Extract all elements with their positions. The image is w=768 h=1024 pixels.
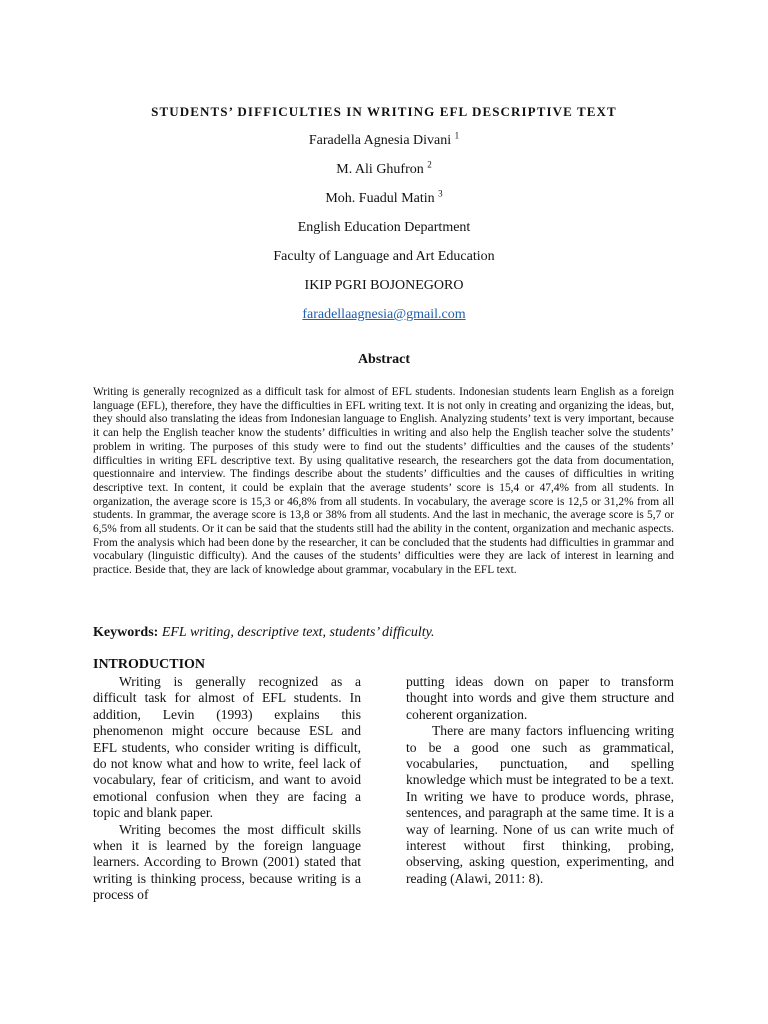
institution: IKIP PGRI BOJONEGORO — [304, 278, 464, 293]
keywords-label: Keywords: — [93, 625, 159, 640]
keywords-text: EFL writing, descriptive text, students’ difficulty. — [161, 625, 435, 640]
author-affiliation-marker: 2 — [427, 159, 432, 170]
faculty: Faculty of Language and Art Education — [273, 249, 495, 264]
paper-title: STUDENTS’ DIFFICULTIES IN WRITING EFL DESCRIPTIVE TEXT — [151, 104, 617, 119]
body-paragraph: Writing becomes the most difficult skills when it is learned by the foreign language learners. According to Brown (2001) stated that writing is thinking process, because writing is a process of — [93, 821, 361, 903]
author-name: Moh. Fuadul Matin — [325, 191, 435, 206]
abstract-text: Writing is generally recognized as a difficult task for almost of EFL students. Indonesian students learn English as a foreign language (EFL), therefore, they have the difficulties in EFL writing text. It is not only in creating and organizing the ideas, but, they should also translating the ideas from Indonesian language to English. Analyzing students’ text is very important, because it can help the English teacher know the students’ difficulties in writing and also help the English teacher solve the students’ problem in writing. The purposes of this study were to find out the students’ difficulties and the causes of the students’ difficulties in writing EFL descriptive text. By using qualitative research, the researchers got the data from documentation, questionnaire and interview. The findings describe about the students’ difficulties and the causes of difficulties in writing descriptive text. In content, it could be explain that the average students’ score is 15,4 or 47,4% from all students. In organization, the average score is 15,3 or 46,8% from all students. In vocabulary, the average score is 12,5 or 31,2% from all students. In grammar, the average score is 13,8 or 38% from all students. And the last in mechanic, the average score is 5,7 or 6,5% from all students. Or it can be said that the students still had the ability in the content, organization and mechanic aspects. From the analysis which had been done by the researcher, it can be concluded that the students had difficulties in grammar and vocabulary (linguistic difficulty). And the causes of the students’ difficulties were they are lack of interest in learning and practice. Beside that, they are lack of knowledge about grammar, vocabulary in the EFL text. — [93, 386, 674, 577]
author-line — [0, 132, 768, 150]
author-name: Faradella Agnesia Divani — [308, 133, 452, 148]
author-name: M. Ali Ghufron — [336, 162, 424, 177]
email-link[interactable]: faradellaagnesia@gmail.com — [302, 307, 466, 322]
left-column — [93, 656, 361, 904]
author-line — [0, 190, 768, 208]
author-affiliation-marker: 1 — [454, 130, 460, 141]
right-column — [406, 674, 674, 887]
email-line — [0, 306, 768, 324]
department: English Education Department — [297, 220, 471, 235]
body-paragraph: Writing is generally recognized as a difficult task for almost of EFL students. In addition, Levin (1993) explains this phenomenon might occure because ESL and EFL students, who consider writing is difficult, do not know what and how to write, feel lack of vocabulary, fear of criticism, and want to avoid emotional confusion when they are facing a topic and blank paper. — [93, 674, 361, 821]
body-paragraph: There are many factors influencing writing to be a good one such as grammatical, vocabularies, punctuation, and spelling knowledge which must be integrated to be a text. In writing we have to produce words, phrase, sentences, and paragraph at the same time. It is a way of learning. None of us can write much of interest without first thinking, probing, observing, asking question, experimenting, and reading (Alawi, 2011: 8). — [406, 723, 674, 886]
keywords-line — [93, 624, 693, 642]
body-paragraph: putting ideas down on paper to transform thought into words and give them structure and coherent organization. — [406, 674, 674, 722]
introduction-heading: INTRODUCTION — [93, 657, 206, 672]
author-line — [0, 161, 768, 179]
author-affiliation-marker: 3 — [438, 188, 443, 199]
abstract-heading: Abstract — [357, 352, 411, 367]
